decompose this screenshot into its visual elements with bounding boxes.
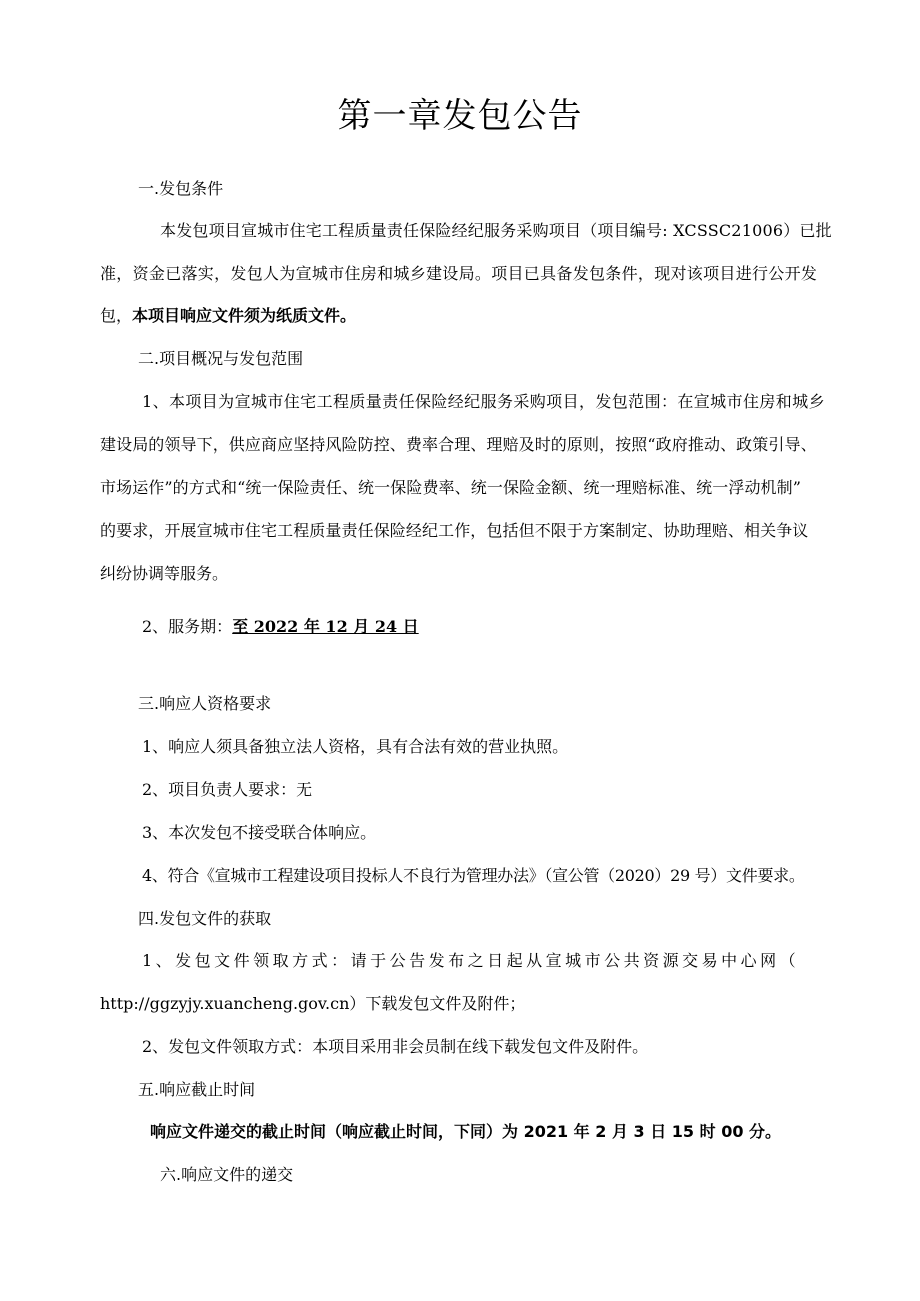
s4-item-1-line-1: 1、发包文件领取方式：请于公告发布之日起从宣城市公共资源交易中心网（	[142, 951, 800, 970]
s1-line-3-prefix: 包，	[100, 306, 133, 325]
section-heading-5: 五.响应截止时间	[138, 1080, 256, 1099]
section-heading-3: 三.响应人资格要求	[138, 694, 272, 713]
s2-p1-line-2: 建设局的领导下，供应商应坚持风险防控、费率合理、理赔及时的原则，按照“政府推动、政策引导、	[100, 435, 817, 454]
page-title: 第一章发包公告	[337, 96, 583, 136]
s5-deadline: 响应文件递交的截止时间（响应截止时间，下同）为 2021 年 2 月 3 日 15 时 00 分。	[150, 1122, 782, 1141]
s3-item-1: 1、响应人须具备独立法人资格，具有合法有效的营业执照。	[142, 737, 569, 756]
s1-line-1: 本发包项目宣城市住宅工程质量责任保险经纪服务采购项目（项目编号: XCSSC21006）已批	[160, 221, 832, 240]
s3-item-4: 4、符合《宣城市工程建设项目投标人不良行为管理办法》（宣公管（2020）29 号）文件要求。	[142, 866, 805, 885]
s2-p1-line-4: 的要求，开展宣城市住宅工程质量责任保险经纪工作，包括但不限于方案制定、协助理赔、相关争议	[100, 521, 809, 540]
section-heading-4: 四.发包文件的获取	[138, 909, 272, 928]
s2-service-period	[142, 614, 419, 637]
s4-item-1-line-2: http://ggzyjy.xuancheng.gov.cn）下载发包文件及附件；	[100, 994, 526, 1013]
section-heading-1: 一.发包条件	[138, 179, 224, 198]
s3-item-3: 3、本次发包不接受联合体响应。	[142, 823, 377, 842]
s4-item-2: 2、发包文件领取方式：本项目采用非会员制在线下载发包文件及附件。	[142, 1037, 649, 1056]
section-heading-2: 二.项目概况与发包范围	[138, 349, 304, 368]
s1-line-3	[100, 303, 356, 326]
service-period-value: 至 2022 年 12 月 24 日	[232, 617, 419, 636]
s1-bold-notice: 本项目响应文件须为纸质文件。	[132, 306, 357, 325]
s2-p1-line-1: 1、本项目为宣城市住宅工程质量责任保险经纪服务采购项目，发包范围：在宣城市住房和城乡	[142, 392, 825, 411]
s2-p1-line-3: 市场运作”的方式和“统一保险责任、统一保险费率、统一保险金额、统一理赔标准、统一浮动机制”	[100, 478, 802, 497]
s1-line-2: 准，资金已落实，发包人为宣城市住房和城乡建设局。项目已具备发包条件，现对该项目进行公开发	[100, 264, 818, 283]
s2-p1-line-5: 纠纷协调等服务。	[100, 564, 229, 583]
section-heading-6: 六.响应文件的递交	[160, 1165, 294, 1184]
s3-item-2: 2、项目负责人要求：无	[142, 780, 313, 799]
service-period-label: 2、服务期：	[142, 617, 233, 636]
